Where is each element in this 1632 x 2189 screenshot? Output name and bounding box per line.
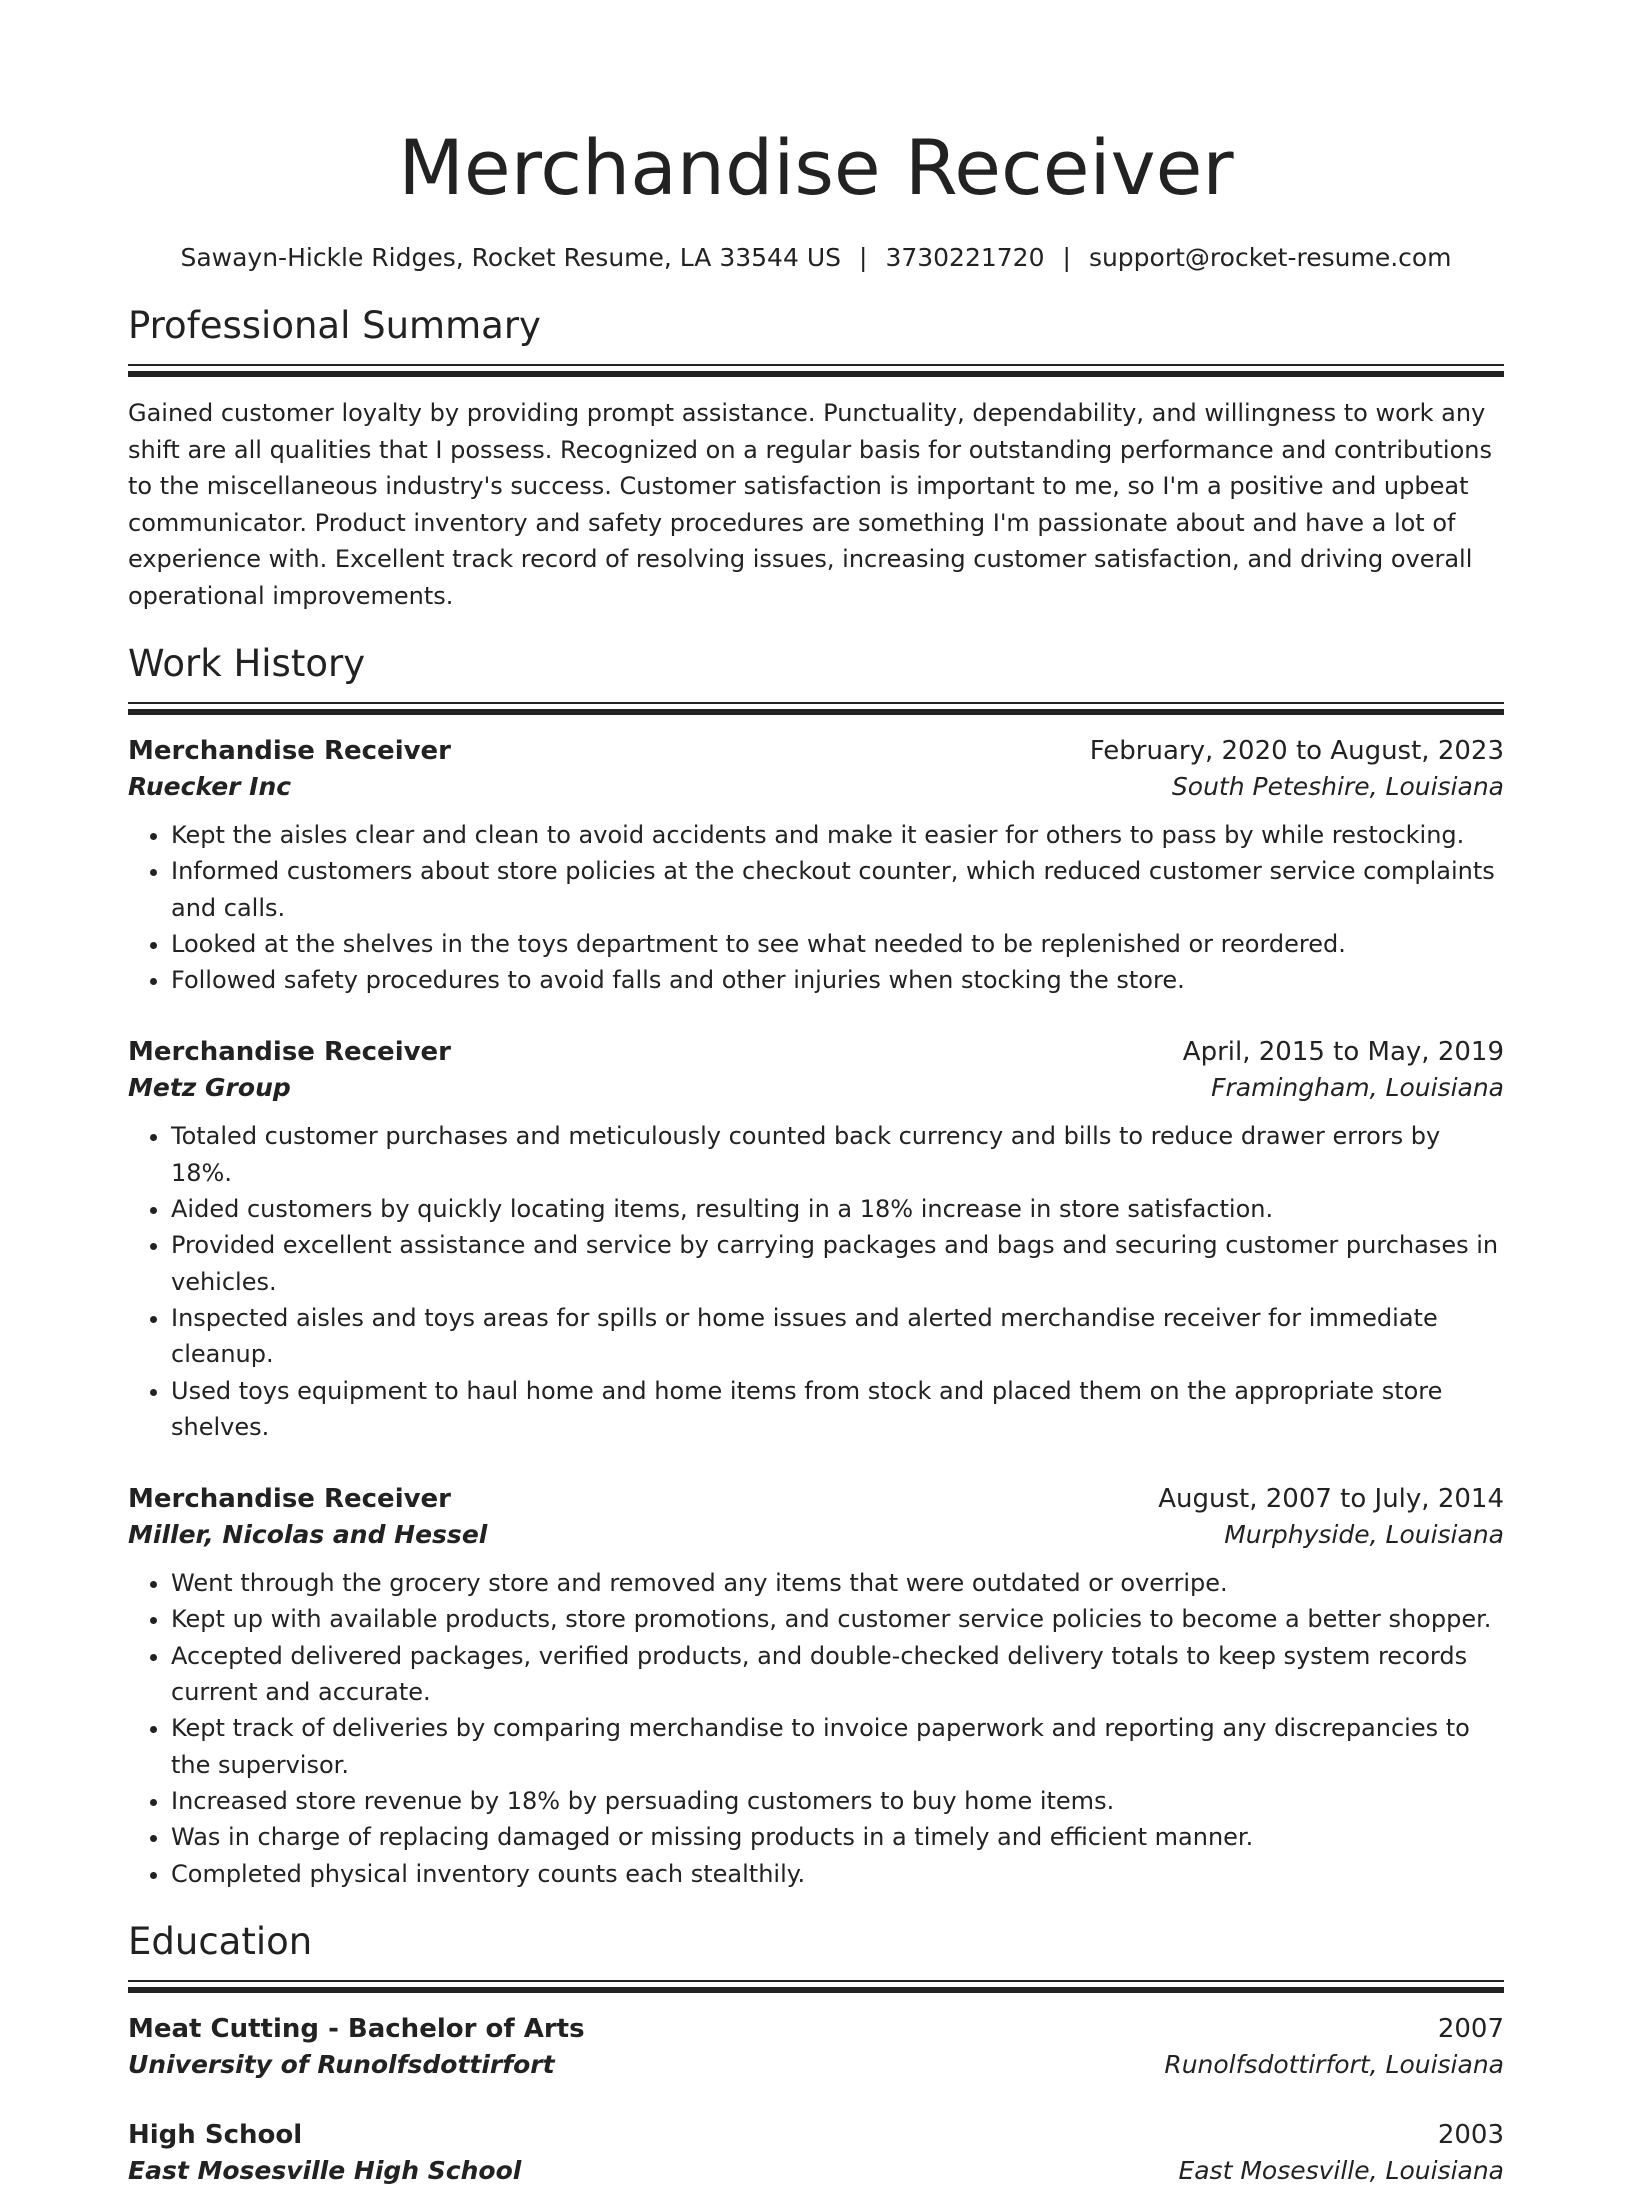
section-divider bbox=[128, 1980, 1504, 1993]
job-entry bbox=[128, 733, 1504, 998]
work-history-heading: Work History bbox=[128, 642, 366, 685]
job-location: South Peteshire, Louisiana bbox=[1171, 772, 1504, 801]
job-bullet: • Was in charge of replacing damaged or missing products in a timely and efficient manner. bbox=[171, 1819, 1504, 1855]
education-year: 2007 bbox=[1437, 2013, 1504, 2044]
education-school: East Mosesville High School bbox=[128, 2155, 522, 2185]
education-heading: Education bbox=[128, 1919, 313, 1963]
education-degree: Meat Cutting - Bachelor of Arts bbox=[128, 2013, 585, 2044]
contact-line bbox=[128, 242, 1504, 274]
summary-text: Gained customer loyalty by providing prompt assistance. Punctuality, dependability, and willingness to work any shift are all qualities that I possess. Recognized on a regular basis for outstanding performance and contributions to the miscellaneous industry's success. Customer satisfaction is important to me, so I'm a positive and upbeat communicator. Product inventory and safety procedures are something I'm passionate about and have a lot of experience with. Excellent track record of resolving issues, increasing customer satisfaction, and driving overall operational improvements. bbox=[128, 399, 1492, 610]
job-bullet: • Aided customers by quickly locating items, resulting in a 18% increase in store satisfaction. bbox=[171, 1191, 1504, 1227]
job-bullet: • Kept the aisles clear and clean to avoid accidents and make it easier for others to pass by while restocking. bbox=[171, 817, 1504, 853]
work-history-section bbox=[128, 640, 1504, 1892]
job-dates: April, 2015 to May, 2019 bbox=[1182, 1037, 1504, 1068]
job-entry bbox=[128, 1034, 1504, 1445]
education-location: Runolfsdottirfort, Louisiana bbox=[1164, 2049, 1504, 2079]
job-bullet: • Increased store revenue by 18% by persuading customers to buy home items. bbox=[171, 1783, 1504, 1819]
job-company: Miller, Nicolas and Hessel bbox=[128, 1520, 488, 1550]
job-bullets bbox=[128, 1118, 1504, 1445]
job-bullets bbox=[128, 1565, 1504, 1892]
job-entry bbox=[128, 1481, 1504, 1892]
job-bullet: • Informed customers about store policies at the checkout counter, which reduced customer service complaints and calls. bbox=[171, 853, 1504, 926]
job-company: Ruecker Inc bbox=[128, 772, 292, 801]
summary-section bbox=[128, 302, 1504, 614]
education-section bbox=[128, 1918, 1504, 2189]
job-bullet: • Looked at the shelves in the toys department to see what needed to be replenished or reordered. bbox=[171, 926, 1504, 962]
summary-heading: Professional Summary bbox=[128, 304, 541, 347]
education-entry bbox=[128, 2117, 1504, 2189]
section-divider bbox=[128, 702, 1504, 715]
job-location: Framingham, Louisiana bbox=[1211, 1073, 1504, 1103]
job-dates: August, 2007 to July, 2014 bbox=[1158, 1484, 1504, 1515]
job-title: Merchandise Receiver bbox=[128, 736, 452, 766]
job-title: Merchandise Receiver bbox=[128, 1484, 452, 1515]
job-bullets bbox=[128, 817, 1504, 998]
job-bullet: • Followed safety procedures to avoid falls and other injuries when stocking the store. bbox=[171, 962, 1504, 998]
job-bullet: • Inspected aisles and toys areas for spills or home issues and alerted merchandise receiver for immediate cleanup. bbox=[171, 1300, 1504, 1373]
job-bullet: • Completed physical inventory counts each stealthily. bbox=[171, 1856, 1504, 1892]
job-bullet: • Totaled customer purchases and meticulously counted back currency and bills to reduce drawer errors by 18%. bbox=[171, 1118, 1504, 1191]
job-bullet: • Used toys equipment to haul home and home items from stock and placed them on the appropriate store shelves. bbox=[171, 1373, 1504, 1446]
job-company: Metz Group bbox=[128, 1073, 291, 1103]
education-school: University of Runolfsdottirfort bbox=[128, 2049, 555, 2079]
education-degree: High School bbox=[128, 2119, 303, 2150]
section-divider bbox=[128, 364, 1504, 377]
education-year: 2003 bbox=[1437, 2119, 1504, 2150]
job-title: Merchandise Receiver bbox=[128, 1037, 452, 1068]
job-dates: February, 2020 to August, 2023 bbox=[1089, 736, 1504, 766]
education-entry bbox=[128, 2011, 1504, 2083]
contact-separator: | bbox=[859, 243, 868, 272]
contact-separator: | bbox=[1062, 243, 1071, 272]
resume-name: Merchandise Receiver bbox=[398, 123, 1234, 212]
contact-address: Sawayn-Hickle Ridges, Rocket Resume, LA 33544 US bbox=[180, 243, 841, 272]
education-location: East Mosesville, Louisiana bbox=[1178, 2155, 1504, 2185]
job-bullet: • Kept track of deliveries by comparing merchandise to invoice paperwork and reporting any discrepancies to the supervisor. bbox=[171, 1710, 1504, 1783]
job-bullet: • Provided excellent assistance and service by carrying packages and bags and securing customer purchases in vehicles. bbox=[171, 1227, 1504, 1300]
job-bullet: • Kept up with available products, store promotions, and customer service policies to become a better shopper. bbox=[171, 1601, 1504, 1637]
job-location: Murphyside, Louisiana bbox=[1224, 1520, 1504, 1550]
job-bullet: • Accepted delivered packages, verified products, and double-checked delivery totals to keep system records current and accurate. bbox=[171, 1638, 1504, 1711]
job-bullet: • Went through the grocery store and removed any items that were outdated or overripe. bbox=[171, 1565, 1504, 1601]
contact-email[interactable]: support@rocket-resume.com bbox=[1088, 243, 1452, 272]
contact-phone: 3730221720 bbox=[885, 243, 1045, 272]
